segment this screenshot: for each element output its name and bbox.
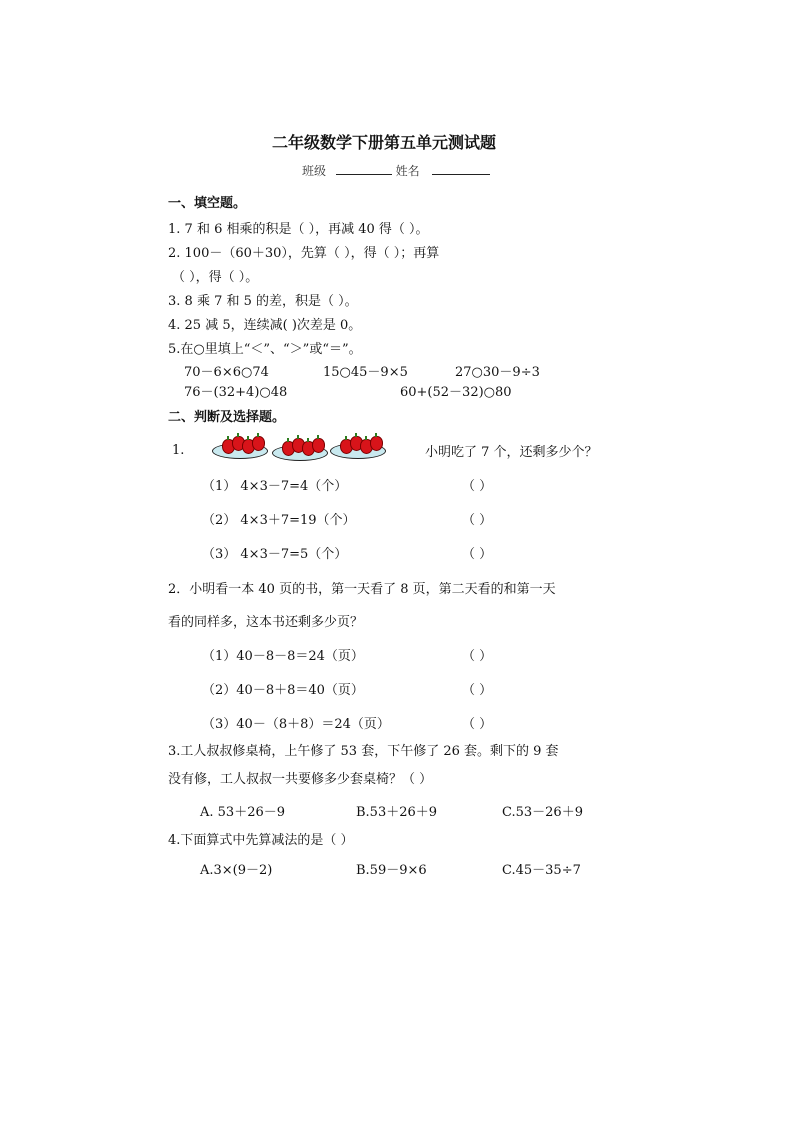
choice-2-4-b: B.59－9×6 <box>356 863 427 878</box>
choice-2-3-a: A. 53＋26－9 <box>200 805 286 820</box>
compare-item: 27○30－9÷3 <box>455 365 540 380</box>
compare-item: 76－(32+4)○48 <box>184 385 288 400</box>
question-1-2-line2: （ ），得（ ）。 <box>172 270 259 285</box>
choice-2-3-b: B.53＋26＋9 <box>356 805 438 820</box>
option-2-1-1: （1） 4×3－7=4（个） <box>202 479 348 494</box>
question-2-3-line1: 3.工人叔叔修桌椅，上午修了 53 套，下午修了 26 套。剩下的 9 套 <box>168 744 559 759</box>
answer-box[interactable]: （ ） <box>462 683 493 698</box>
question-1-1: 1. 7 和 6 相乘的积是（ ），再减 40 得（ ）。 <box>168 222 429 237</box>
choice-2-3-c: C.53－26＋9 <box>502 805 583 820</box>
option-2-2-1: （1）40－8－8＝24（页） <box>202 649 364 664</box>
answer-box[interactable]: （ ） <box>462 547 493 562</box>
question-2-1-number: 1. <box>172 443 185 458</box>
option-2-2-2: （2）40－8＋8＝40（页） <box>202 683 364 698</box>
class-name-line <box>302 162 490 179</box>
compare-item: 60+(52－32)○80 <box>400 385 512 400</box>
class-label: 班级 <box>302 164 327 178</box>
question-2-4: 4.下面算式中先算减法的是（ ） <box>168 833 354 848</box>
class-blank[interactable] <box>336 162 392 175</box>
apple <box>312 438 325 453</box>
answer-box[interactable]: （ ） <box>462 479 493 494</box>
question-2-3-line2: 没有修，工人叔叔一共要修多少套桌椅？（ ） <box>168 772 433 787</box>
compare-item: 70－6×6○74 <box>184 365 269 380</box>
section2-heading: 二、判断及选择题。 <box>168 410 286 425</box>
apple <box>370 436 383 451</box>
question-1-5: 5.在○里填上“＜”、“＞”或“＝”。 <box>168 342 362 357</box>
apple <box>252 436 265 451</box>
question-2-2-line2: 看的同样多，这本书还剩多少页？ <box>168 615 364 630</box>
answer-box[interactable]: （ ） <box>462 649 493 664</box>
option-2-2-3: （3）40－（8＋8）＝24（页） <box>202 717 390 732</box>
name-blank[interactable] <box>432 162 490 175</box>
question-2-2-line1: 2．小明看一本 40 页的书，第一天看了 8 页，第二天看的和第一天 <box>168 582 556 597</box>
option-2-1-2: （2） 4×3＋7=19（个） <box>202 513 356 528</box>
choice-2-4-a: A.3×(9－2) <box>200 863 273 878</box>
option-2-1-3: （3） 4×3－7=5（个） <box>202 547 348 562</box>
section1-heading: 一、填空题。 <box>168 196 247 211</box>
compare-item: 15○45－9×5 <box>323 365 408 380</box>
answer-box[interactable]: （ ） <box>462 717 493 732</box>
choice-2-4-c: C.45－35÷7 <box>502 863 581 878</box>
question-2-1-text: 小明吃了 7 个，还剩多少个？ <box>425 445 598 460</box>
question-1-3: 3. 8 乘 7 和 5 的差，积是（ ）。 <box>168 294 358 309</box>
question-1-4: 4. 25 减 5，连续减( )次差是 0。 <box>168 318 362 333</box>
page-title: 二年级数学下册第五单元测试题 <box>272 133 497 152</box>
name-label: 姓名 <box>395 164 420 178</box>
answer-box[interactable]: （ ） <box>462 513 493 528</box>
question-1-2-line1: 2. 100－（60＋30），先算（ ），得（ ）；再算 <box>168 246 440 261</box>
